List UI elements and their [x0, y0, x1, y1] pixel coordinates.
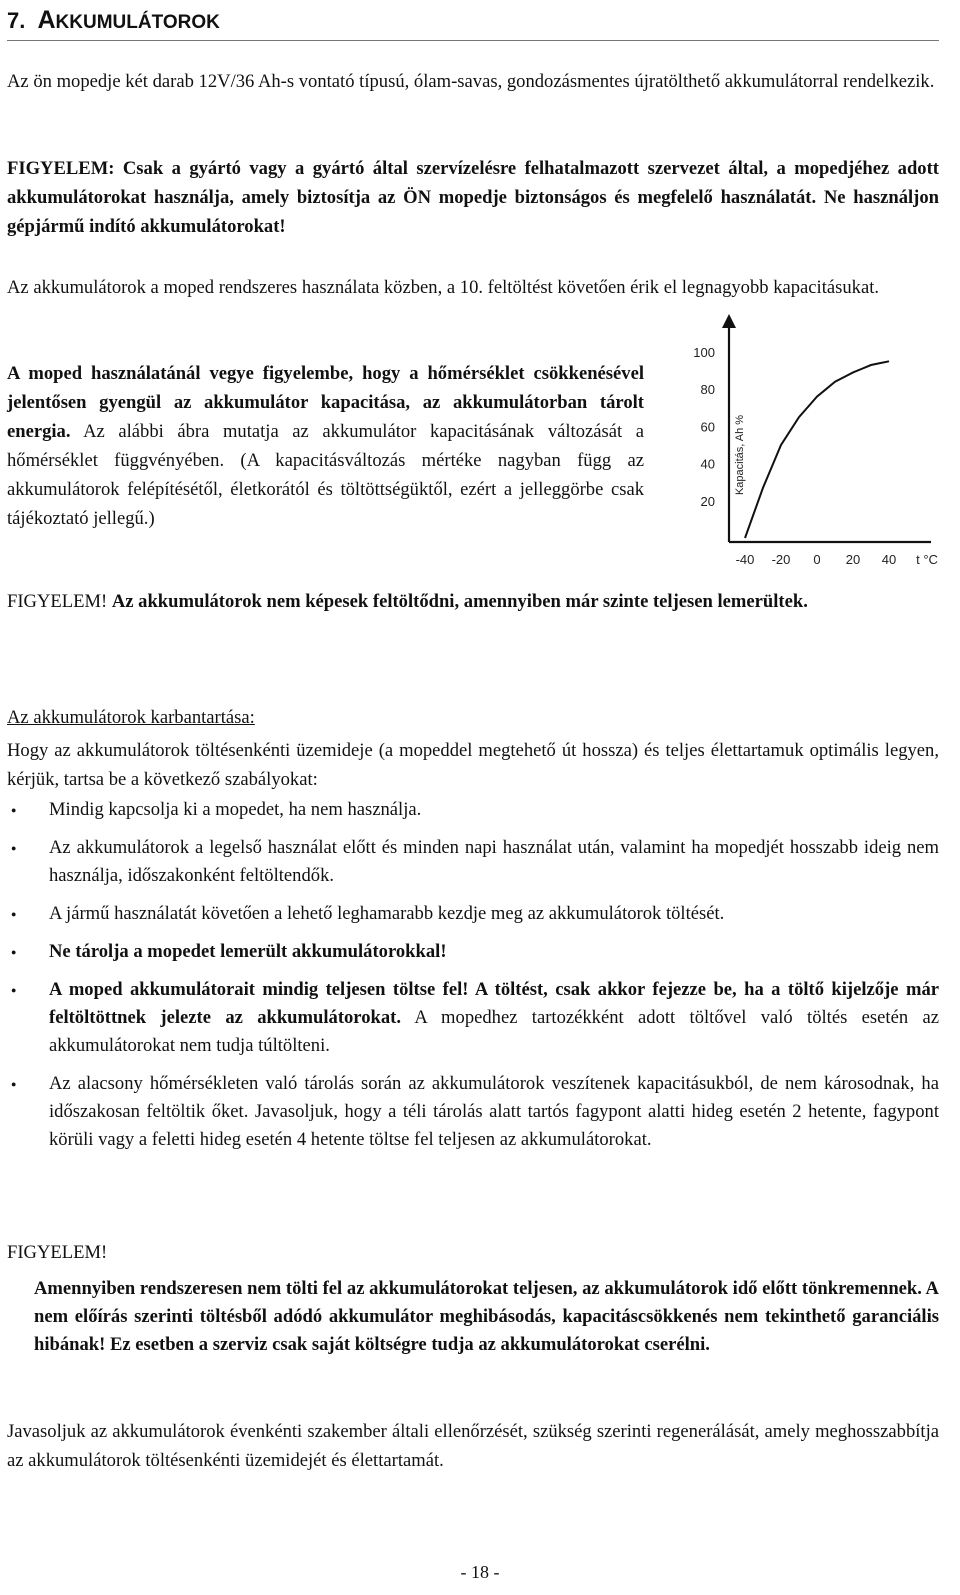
- maintenance-heading: [7, 703, 939, 732]
- list-item: ● A moped akkumulátorait mindig teljesen töltse fel! A töltést, csak akkor fejezze be, ha a töltő kijelzője már feltöltöttnek jelezte az akkumulátorokat. A mopedhez tartozékként adott töltővel való töltés esetén az akkumulátorokat nem tudja túltölteni.: [7, 976, 939, 1060]
- page-number: - 18 -: [460, 1562, 500, 1582]
- warning-paragraph-1: [7, 154, 939, 241]
- section-heading: [7, 6, 939, 41]
- warning3-text: Amennyiben rendszeresen nem tölti fel az akkumulátorokat teljesen, az akkumulátorok idő előtt tönkremennek. A nem előírás szerinti töltésből adódó akkumulátor meghibásodás, kapacitáscsökkenés nem tekinthető garanciális hibának! Ez esetben a szerviz csak saját költségre tudja az akkumulátorokat cserélni.: [34, 1278, 939, 1355]
- capacity-note: Az akkumulátorok a moped rendszeres használata közben, a 10. feltöltést követően érik el legnagyobb kapacitásukat.: [7, 277, 880, 298]
- y-tick-label: 80: [700, 382, 715, 398]
- warning2-label: FIGYELEM!: [7, 591, 108, 612]
- list-item: ● Az alacsony hőmérsékleten való tárolás során az akkumulátorok veszítenek kapacitásukból, de nem károsodnak, ha időszakosan feltöltik őket. Javasoljuk, hogy a téli tárolás alatt tartós fagypont alatti hideg esetén 2 hetente, fagypont körüli vagy a feletti hideg esetén 4 hetente töltse fel teljesen az akkumulátorokat.: [7, 1070, 939, 1154]
- warning-paragraph-2: [7, 587, 939, 616]
- warning-bold-text-2: Ne használjon gépjármű indító akkumulátorokat!: [7, 187, 939, 237]
- list-item: ● A jármű használatát követően a lehető leghamarabb kezdje meg az akkumulátorok töltését.: [7, 900, 939, 928]
- x-tick-label: -40: [735, 552, 755, 567]
- x-tick-label: -20: [771, 552, 791, 567]
- temperature-paragraph: [7, 359, 644, 533]
- y-tick-label: 100: [693, 345, 715, 360]
- warning3-label: FIGYELEM!: [7, 1242, 108, 1263]
- y-tick-label: 60: [700, 419, 715, 435]
- y-axis-arrow: [722, 314, 736, 328]
- x-tick-label: 0: [813, 552, 821, 567]
- y-tick-label: 40: [700, 456, 715, 472]
- capacity-chart: [675, 312, 938, 572]
- x-tick-label: 20: [845, 552, 861, 567]
- maintenance-heading-text: Az akkumulátorok karbantartása:: [7, 707, 255, 728]
- x-axis-label: t °C: [916, 552, 938, 567]
- list-item: ● Ne tárolja a mopedet lemerült akkumulátorokkal!: [7, 938, 939, 966]
- warning2-text: Az akkumulátorok nem képesek feltöltődni, amennyiben már szinte teljesen lemerültek.: [111, 591, 808, 612]
- y-axis-label: Kapacitás, Ah %: [734, 414, 746, 496]
- list-item: ● Az akkumulátorok a legelső használat előtt és minden napi használat után, valamint ha mopedjét hosszabb ideig nem használja, időszakonként feltöltendők.: [7, 834, 939, 890]
- section-number: 7.: [7, 8, 26, 33]
- heading-first-letter: A: [37, 6, 56, 34]
- maintenance-rules-list: [7, 796, 939, 1154]
- temperature-normal: Az alábbi ábra mutatja az akkumulátor kapacitásának változását a hőmérséklet függvényében. (A kapacitásváltozás mértéke nagyban függ az akkumulátorok felépítésétől, életkorától és töltöttségüktől, ezért a jelleggörbe csak tájékoztató jellegű.): [7, 421, 644, 529]
- x-tick-label: 40: [881, 552, 897, 567]
- closing-paragraph: Javasoljuk az akkumulátorok évenkénti szakember általi ellenőrzését, szükség szerinti regenerálását, amely meghosszabbítja az akkumulátorok töltésenkénti üzemidejét és élettartamát.: [7, 1421, 939, 1471]
- list-item: ● Mindig kapcsolja ki a mopedet, ha nem használja.: [7, 796, 939, 824]
- warning-bold-text: FIGYELEM: Csak a gyártó vagy a gyártó által szervízelésre felhatalmazott szervezet által, a mopedjéhez adott akkumulátorokat használja, amely biztosítja az ÖN mopedje biztonságos és megfelelő használatát.: [7, 158, 939, 208]
- capacity-curve: [745, 361, 889, 538]
- maintenance-intro: Hogy az akkumulátorok töltésenkénti üzemideje (a mopeddel megtehető út hossza) és teljes élettartamuk optimális legyen, kérjük, tartsa be a következő szabályokat:: [7, 740, 939, 790]
- temperature-bold: A moped használatánál vegye figyelembe, hogy a hőmérséklet csökkenésével jelentősen gyengül az akkumulátor kapacitása, az akkumulátorban tárolt energia.: [7, 363, 644, 442]
- heading-rest: KKUMULÁTOROK: [55, 12, 220, 33]
- intro-paragraph: Az ön mopedje két darab 12V/36 Ah-s vontató típusú, ólam-savas, gondozásmentes újratölthető akkumulátorral rendelkezik.: [7, 71, 935, 92]
- y-tick-label: 20: [700, 493, 715, 509]
